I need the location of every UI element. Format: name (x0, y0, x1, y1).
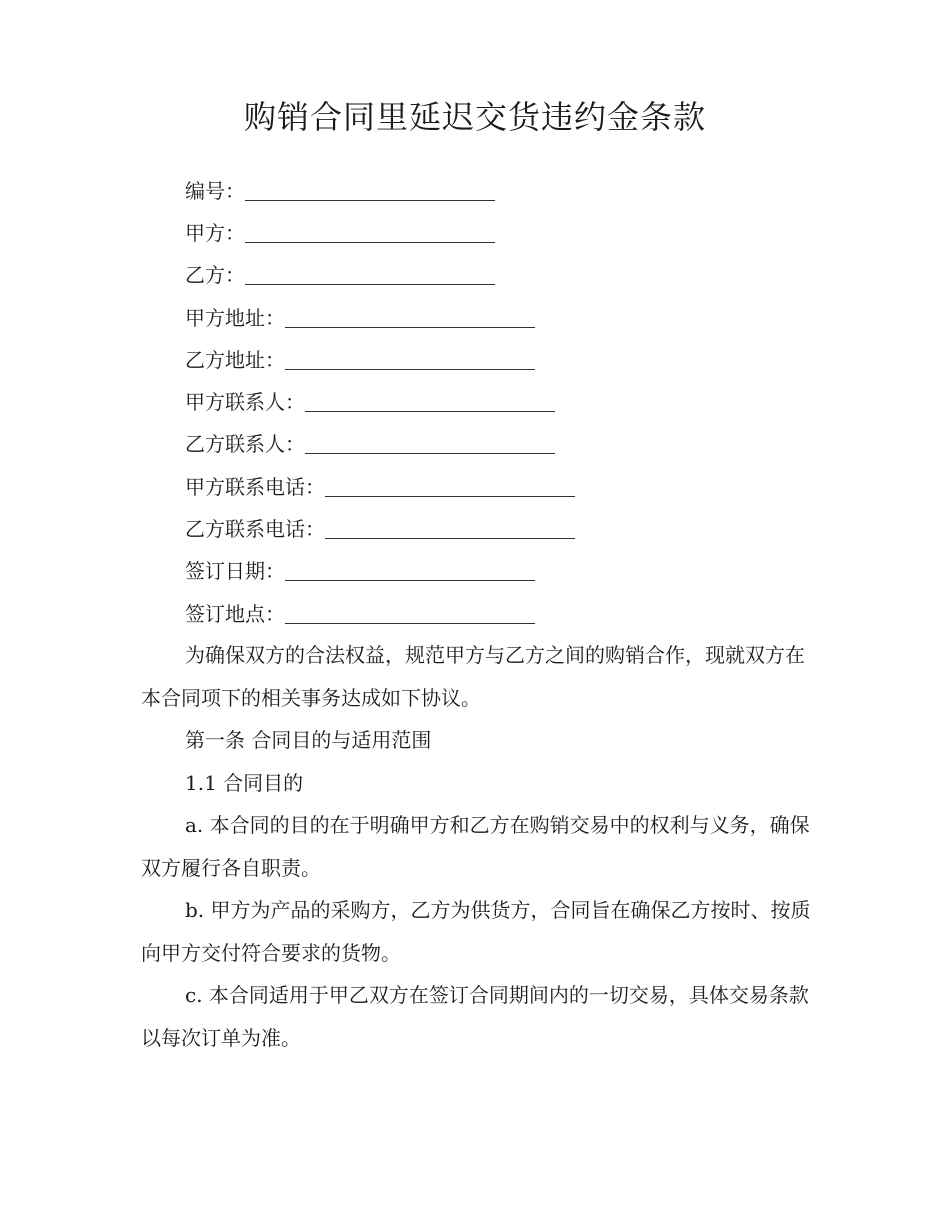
field-label: 签订地点： (185, 601, 285, 626)
clause-a: a. 本合同的目的在于明确甲方和乙方在购销交易中的权利与义务，确保双方履行各自职责。 (141, 813, 810, 880)
field-sign-place (185, 591, 575, 633)
fill-in-line[interactable] (285, 601, 535, 624)
fill-in-line[interactable] (245, 220, 495, 243)
field-sign-date (185, 549, 575, 591)
field-party-b-contact (185, 422, 575, 464)
field-party-a-contact (185, 379, 575, 421)
fill-in-line[interactable] (285, 347, 535, 370)
field-party-a-address (185, 295, 575, 337)
field-party-a-phone (185, 464, 575, 506)
field-label: 甲方联系人： (185, 390, 305, 415)
fill-in-line[interactable] (285, 305, 535, 328)
field-label: 甲方联系电话： (185, 474, 325, 499)
field-number (185, 168, 575, 210)
fill-in-line[interactable] (325, 516, 575, 539)
fill-in-line[interactable] (305, 389, 555, 412)
field-label: 甲方地址： (185, 305, 285, 330)
contract-info-fields (185, 168, 575, 633)
field-label: 签订日期： (185, 559, 285, 584)
field-party-b (185, 253, 575, 295)
preamble-paragraph: 为确保双方的合法权益，规范甲方与乙方之间的购销合作，现就双方在本合同项下的相关事务达成如下协议。 (141, 643, 805, 710)
field-party-b-phone (185, 506, 575, 548)
field-label: 乙方： (185, 263, 245, 288)
section-heading: 1.1 合同目的 (185, 770, 304, 795)
clause-b: b. 甲方为产品的采购方，乙方为供货方，合同旨在确保乙方按时、按质向甲方交付符合要求的货物。 (141, 898, 811, 965)
field-label: 甲方： (185, 220, 245, 245)
fill-in-line[interactable] (285, 558, 535, 581)
fill-in-line[interactable] (245, 262, 495, 285)
field-label: 乙方地址： (185, 347, 285, 372)
fill-in-line[interactable] (305, 431, 555, 454)
fill-in-line[interactable] (245, 178, 495, 201)
clause-c: c. 本合同适用于甲乙双方在签订合同期间内的一切交易，具体交易条款以每次订单为准。 (141, 983, 809, 1050)
field-label: 乙方联系人： (185, 432, 305, 457)
document-title: 购销合同里延迟交货违约金条款 (243, 98, 706, 136)
field-label: 编号： (185, 178, 245, 203)
contract-body (141, 634, 811, 1059)
field-party-b-address (185, 337, 575, 379)
field-label: 乙方联系电话： (185, 517, 325, 542)
field-party-a (185, 210, 575, 252)
article-heading: 第一条 合同目的与适用范围 (185, 728, 432, 752)
fill-in-line[interactable] (325, 474, 575, 497)
